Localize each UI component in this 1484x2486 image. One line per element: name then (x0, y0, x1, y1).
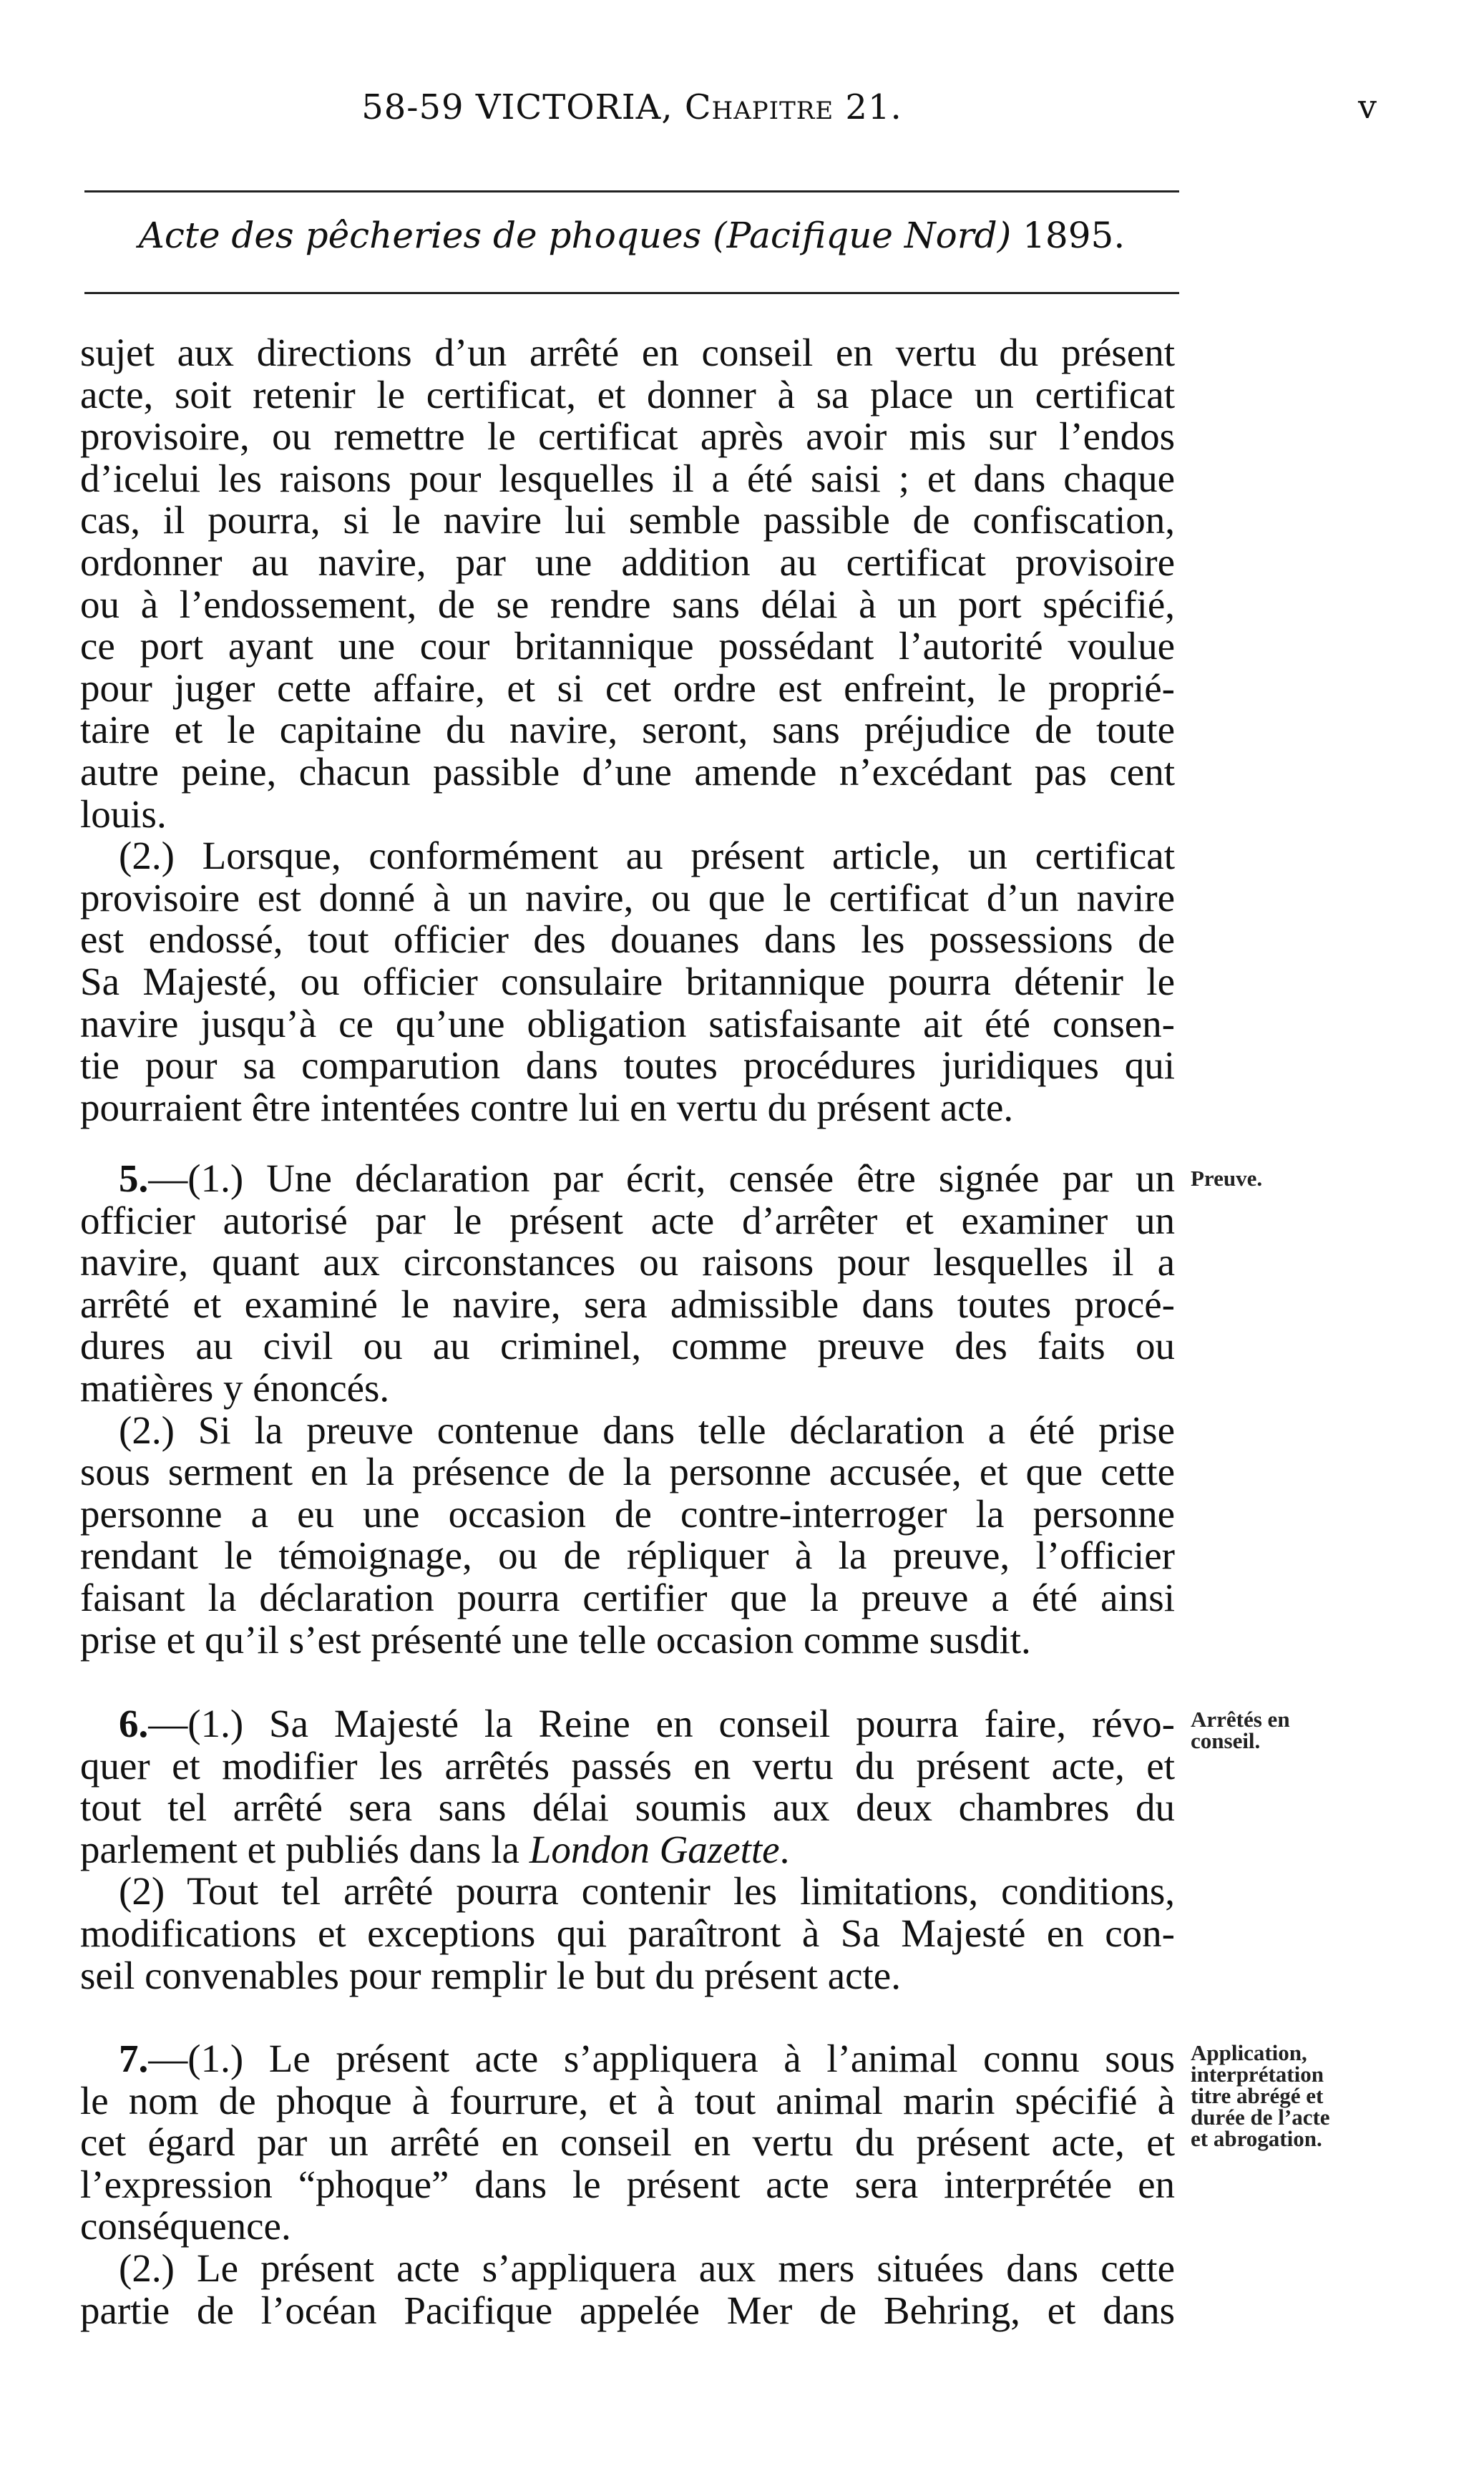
text-run: —(1.) Le présent acte s’appliquera à l’animal connu sous (148, 2037, 1175, 2080)
text-line: louis. (80, 791, 167, 836)
section-7 (80, 2038, 1175, 2331)
text-line: quer et modifier les arrêtés passés en vertu du présent acte, et (80, 1743, 1175, 1788)
text-line: faisant la déclaration pourra certifier que la preuve a été ainsi (80, 1575, 1175, 1619)
marginal-note-line: conseil. (1191, 1728, 1261, 1753)
text-line: tout tel arrêté sera sans délai soumis aux deux chambres du (80, 1785, 1175, 1830)
running-head-main: 58-59 VICTORIA, (361, 87, 685, 127)
text-line: cas, il pourra, si le navire lui semble passible de confiscation, (80, 498, 1175, 542)
text-line: provisoire, ou remettre le certificat après avoir mis sur l’endos (80, 414, 1175, 459)
text-line: dures au civil ou au criminel, comme preuve des faits ou (80, 1324, 1175, 1368)
header-rule-bottom (84, 292, 1179, 294)
section-6-first-line (80, 1703, 1175, 1745)
text-line: le nom de phoque à fourrure, et à tout animal marin spécifié à (80, 2078, 1175, 2122)
text-line: cet égard par un arrêté en conseil en vertu du présent acte, et (80, 2120, 1175, 2165)
text-line: modifications et exceptions qui paraîtront à Sa Majesté en con- (80, 1911, 1175, 1955)
act-title-year: 1895. (1011, 215, 1126, 256)
text-line (80, 1829, 1175, 1871)
text-line: prise et qu’il s’est présenté une telle occasion comme susdit. (80, 1617, 1031, 1662)
text-line: matières y énoncés. (80, 1365, 390, 1410)
text-run: parlement et publiés dans la (80, 1827, 529, 1871)
text-line: officier autorisé par le présent acte d’arrêter et examiner un (80, 1198, 1175, 1242)
text-line: (2.) Lorsque, conformément au présent article, un certificat (119, 834, 1175, 878)
marginal-note-application (1191, 2042, 1427, 2150)
text-line: seil convenables pour remplir le but du présent acte. (80, 1953, 901, 1997)
text-line: pour juger cette affaire, et si cet ordre est enfreint, le proprié- (80, 666, 1175, 710)
section-number: 6. (119, 1702, 149, 1745)
text-line: conséquence. (80, 2204, 291, 2248)
text-line: ou à l’endossement, de se rendre sans délai à un port spécifié, (80, 582, 1175, 626)
section-4-continuation (80, 332, 1175, 1129)
text-line: arrêté et examiné le navire, sera admissible dans toutes procé- (80, 1282, 1175, 1326)
marginal-note-line: interprétation (1191, 2062, 1324, 2087)
text-line: personne a eu une occasion de contre-interroger la personne (80, 1491, 1175, 1536)
text-line: tie pour sa comparution dans toutes procédures juridiques qui (80, 1043, 1175, 1088)
marginal-note-line: Arrêtés en (1191, 1707, 1290, 1732)
text-line: l’expression “phoque” dans le présent acte sera interprétée en (80, 2162, 1175, 2206)
page-number: v (1358, 87, 1377, 126)
section-6 (80, 1703, 1175, 1997)
text-line: autre peine, chacun passible d’une amende n’excédant pas cent (80, 749, 1175, 794)
header-rule-top (84, 190, 1179, 192)
section-5-first-line (80, 1158, 1175, 1200)
marginal-note-line: titre abrégé et (1191, 2083, 1324, 2108)
marginal-note-preuve (1191, 1168, 1427, 1189)
section-number: 7. (119, 2037, 149, 2080)
text-line: taire et le capitaine du navire, seront, sans préjudice de toute (80, 708, 1175, 752)
marginal-note-arretes (1191, 1709, 1427, 1752)
act-title-part-2: Pacifique Nord (726, 215, 997, 256)
text-line: provisoire est donné à un navire, ou que le certificat d’un navire (80, 875, 1175, 920)
text-line: (2.) Si la preuve contenue dans telle déclaration a été prise (119, 1408, 1175, 1452)
text-line: rendant le témoignage, ou de répliquer à la preuve, l’officier (80, 1534, 1175, 1578)
running-head (84, 87, 1179, 127)
text-line: est endossé, tout officier des douanes dans les possessions de (80, 917, 1175, 962)
text-line: acte, soit retenir le certificat, et donner à sa place un certificat (80, 372, 1175, 416)
section-number: 5. (119, 1156, 149, 1200)
text-line: sujet aux directions d’un arrêté en conseil en vertu du présent (80, 331, 1175, 374)
gazette-title: London Gazette (529, 1827, 780, 1871)
text-line: (2.) Le présent acte s’appliquera aux mers situées dans cette (119, 2246, 1175, 2290)
text-line: navire, quant aux circonstances ou raisons pour lesquelles il a (80, 1240, 1175, 1285)
marginal-note-line: durée de l’acte (1191, 2105, 1330, 2130)
text-run: . (779, 1827, 790, 1871)
text-line: ordonner au navire, par une addition au certificat provisoire (80, 540, 1175, 584)
text-line: ce port ayant une cour britannique possédant l’autorité voulue (80, 624, 1175, 668)
running-head-chapter: Chapitre 21. (684, 87, 902, 127)
text-line: navire jusqu’à ce qu’une obligation satisfaisante ait été consen- (80, 1001, 1175, 1045)
text-line: Sa Majesté, ou officier consulaire britannique pourra détenir le (80, 959, 1175, 1003)
text-run: —(1.) Une déclaration par écrit, censée être signée par un (148, 1156, 1175, 1200)
text-line: (2) Tout tel arrêté pourra contenir les limitations, conditions, (119, 1869, 1175, 1914)
marginal-note-line: Application, (1191, 2040, 1307, 2065)
section-7-first-line (80, 2038, 1175, 2080)
act-title-part-3: ) (997, 215, 1012, 256)
text-run: —(1.) Sa Majesté la Reine en conseil pourra faire, révo- (148, 1702, 1175, 1745)
section-5 (80, 1158, 1175, 1661)
text-line: pourraient être intentées contre lui en vertu du présent acte. (80, 1085, 1014, 1129)
text-line: sous serment en la présence de la personne accusée, et que cette (80, 1450, 1175, 1494)
text-line: d’icelui les raisons pour lesquelles il a été saisi ; et dans chaque (80, 456, 1175, 500)
marginal-note-line: et abrogation. (1191, 2126, 1322, 2151)
text-line: partie de l’océan Pacifique appelée Mer de Behring, et dans (80, 2288, 1175, 2332)
act-title (84, 215, 1179, 256)
marginal-note-line: Preuve. (1191, 1166, 1263, 1191)
act-title-part-1: Acte des pêcheries de phoques ( (138, 215, 727, 256)
